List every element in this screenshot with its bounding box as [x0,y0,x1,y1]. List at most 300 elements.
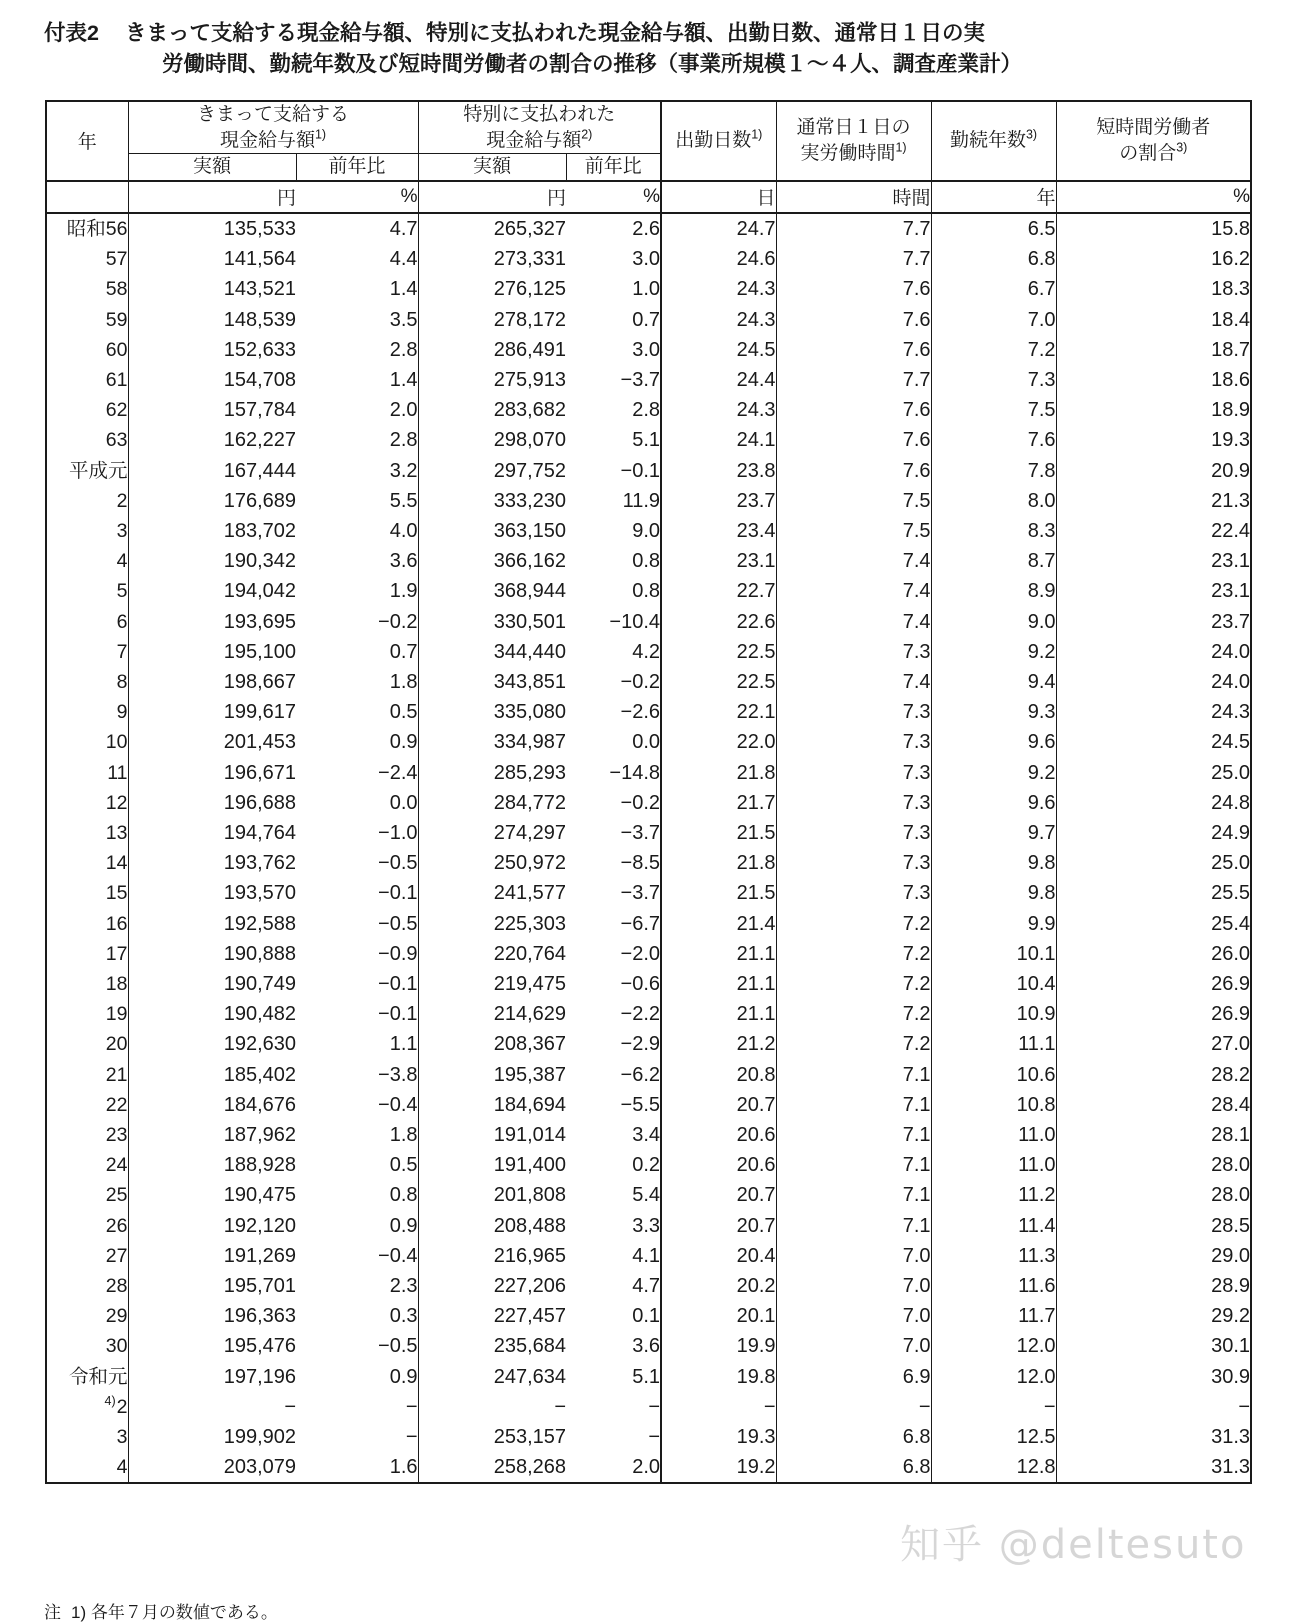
footnote-text: 1) 各年７月の数値である。 [71,1603,278,1622]
cell-years: 10.9 [931,999,1056,1029]
cell-kimatte-amount: 154,708 [223,368,296,391]
header-group-tokubetsu [418,101,661,154]
cell-days: 20.4 [661,1241,776,1271]
cell-part-ratio: 20.9 [1056,456,1251,486]
cell-year: 60 [46,335,128,365]
table-row [46,667,1251,697]
cell-years: 9.2 [931,637,1056,667]
cell-kimatte-pct: 1.9 [296,576,418,606]
cell-days: 22.7 [661,576,776,606]
header-col-part [1056,101,1251,181]
cell-kimatte-amount: 197,196 [223,1365,296,1388]
cell-kimatte-amount: 143,521 [223,278,296,301]
cell-years: 9.9 [931,909,1056,939]
cell-days: 24.5 [661,335,776,365]
cell-days: 24.4 [661,365,776,395]
cell-days: 21.1 [661,999,776,1029]
cell-hours: 7.4 [776,546,931,576]
cell-tokubetsu-amount: 191,014 [493,1124,567,1147]
cell-kimatte-amount: 194,764 [223,821,296,844]
cell-hours: 7.3 [776,848,931,878]
cell-kimatte-amount: 199,902 [223,1426,296,1449]
cell-days: 22.5 [661,637,776,667]
cell-part-ratio: 28.0 [1056,1150,1251,1180]
cell-hours: 7.6 [776,456,931,486]
table-row [46,486,1251,516]
cell-kimatte-pct: −3.8 [296,1060,418,1090]
cell-hours: 7.4 [776,576,931,606]
cell-kimatte-amount: 157,784 [223,399,296,422]
cell-year: 4 [46,546,128,576]
cell-tokubetsu-amount: 366,162 [493,550,567,573]
cell-part-ratio: 18.4 [1056,305,1251,335]
cell-days: 20.7 [661,1211,776,1241]
cell-part-ratio: 26.9 [1056,999,1251,1029]
cell-hours: 7.0 [776,1301,931,1331]
cell-years: 9.2 [931,758,1056,788]
cell-year: 12 [46,788,128,818]
cell-hours: 7.2 [776,939,931,969]
cell-hours: 7.5 [776,486,931,516]
cell-kimatte-pct: 2.8 [296,335,418,365]
cell-tokubetsu-amount: 220,764 [493,942,567,965]
header-row-groups [46,101,1251,154]
cell-part-ratio: 24.0 [1056,667,1251,697]
table-row [46,878,1251,908]
cell-kimatte-pct: 0.9 [296,1211,418,1241]
cell-tokubetsu-pct: −5.5 [566,1090,661,1120]
cell-tokubetsu-amount: 330,501 [493,610,567,633]
cell-kimatte-amount: 190,482 [223,1003,296,1026]
cell-kimatte-amount: 141,564 [223,248,296,271]
table-row [46,758,1251,788]
cell-years: 7.5 [931,395,1056,425]
cell-year: 6 [46,607,128,637]
cell-kimatte-pct: 0.5 [296,1150,418,1180]
cell-part-ratio: 23.7 [1056,607,1251,637]
header-sub-kimatte-jitsugaku: 実額 [128,154,296,181]
cell-kimatte-pct: −0.4 [296,1241,418,1271]
cell-kimatte-pct: 2.0 [296,395,418,425]
table-row [46,969,1251,999]
cell-part-ratio: 24.3 [1056,697,1251,727]
table-row [46,1392,1251,1422]
table-row [46,516,1251,546]
cell-year: 17 [46,939,128,969]
cell-kimatte-amount: 198,667 [223,670,296,693]
cell-tokubetsu-pct: −2.2 [566,999,661,1029]
cell-kimatte-amount: 196,688 [223,791,296,814]
cell-year: 20 [46,1029,128,1059]
cell-tokubetsu-pct: −0.2 [566,788,661,818]
table-row [46,335,1251,365]
cell-part-ratio: 31.3 [1056,1422,1251,1452]
cell-part-ratio: 16.2 [1056,244,1251,274]
cell-tokubetsu-amount: 208,488 [493,1214,567,1237]
cell-tokubetsu-amount: 208,367 [493,1033,567,1056]
cell-tokubetsu-amount: 278,172 [493,308,567,331]
cell-kimatte-amount: 193,762 [223,852,296,875]
cell-tokubetsu-pct: 2.6 [566,213,661,244]
cell-kimatte-pct: 0.3 [296,1301,418,1331]
cell-hours: 7.7 [776,365,931,395]
cell-kimatte-amount: 196,363 [223,1305,296,1328]
cell-years: 11.0 [931,1120,1056,1150]
cell-kimatte-amount: 195,476 [223,1335,296,1358]
cell-year: 11 [46,758,128,788]
header-col-days [661,101,776,181]
cell-year: 21 [46,1060,128,1090]
table-footnote [44,1598,278,1622]
cell-tokubetsu-pct: 0.1 [566,1301,661,1331]
cell-kimatte-pct: 1.8 [296,667,418,697]
cell-tokubetsu-pct: 0.8 [566,576,661,606]
cell-years: 7.3 [931,365,1056,395]
table-row [46,939,1251,969]
cell-kimatte-pct: −1.0 [296,818,418,848]
cell-years: 7.2 [931,335,1056,365]
cell-year: 63 [46,425,128,455]
cell-tokubetsu-amount: 241,577 [493,882,567,905]
cell-tokubetsu-amount: 227,206 [493,1275,567,1298]
cell-hours: 7.5 [776,516,931,546]
cell-tokubetsu-amount: 216,965 [493,1244,567,1267]
cell-kimatte-amount: 194,042 [223,580,296,603]
table-row [46,305,1251,335]
cell-part-ratio: 25.4 [1056,909,1251,939]
cell-part-ratio: 24.8 [1056,788,1251,818]
cell-days: 24.3 [661,274,776,304]
cell-year: 13 [46,818,128,848]
cell-year: 19 [46,999,128,1029]
header-col-days-text: 出勤日数 [675,130,752,152]
cell-kimatte-amount: 190,749 [223,973,296,995]
cell-years: 10.6 [931,1060,1056,1090]
cell-kimatte-amount: 148,539 [223,308,296,331]
cell-years: 11.4 [931,1211,1056,1241]
cell-part-ratio: 28.2 [1056,1060,1251,1090]
cell-hours: 7.4 [776,607,931,637]
cell-tokubetsu-amount: 250,972 [493,852,567,875]
cell-kimatte-amount: 190,475 [223,1184,296,1207]
watermark: 知乎 @deltesuto [900,1522,1247,1568]
cell-tokubetsu-amount: 363,150 [493,519,567,542]
table-row [46,727,1251,757]
table-row [46,274,1251,304]
cell-tokubetsu-pct: 0.2 [566,1150,661,1180]
table-row [46,818,1251,848]
cell-tokubetsu-pct: 3.4 [566,1120,661,1150]
cell-tokubetsu-amount: 344,440 [493,640,567,663]
cell-tokubetsu-pct: −3.7 [566,365,661,395]
cell-kimatte-pct: 0.0 [296,788,418,818]
cell-days: 19.2 [661,1452,776,1483]
cell-part-ratio: 25.5 [1056,878,1251,908]
cell-year: 10 [46,727,128,757]
header-group-tokubetsu-line1: 特別に支払われた [463,104,616,125]
table-row [46,909,1251,939]
cell-years: 6.8 [931,244,1056,274]
cell-tokubetsu-pct: 3.0 [566,335,661,365]
cell-kimatte-pct: 1.4 [296,365,418,395]
cell-tokubetsu-pct: −6.2 [566,1060,661,1090]
cell-tokubetsu-pct: −6.7 [566,909,661,939]
cell-days: 22.1 [661,697,776,727]
cell-days: 22.5 [661,667,776,697]
cell-part-ratio: 22.4 [1056,516,1251,546]
cell-hours: 7.3 [776,758,931,788]
table-row [46,365,1251,395]
cell-years: 6.7 [931,274,1056,304]
cell-part-ratio: 25.0 [1056,848,1251,878]
header-year: 年 [46,101,128,181]
cell-kimatte-amount: 195,100 [223,640,296,663]
cell-years: 9.8 [931,848,1056,878]
cell-tokubetsu-pct: 1.0 [566,274,661,304]
table-row [46,1241,1251,1271]
cell-kimatte-amount: 162,227 [223,429,296,452]
cell-tokubetsu-pct: −0.1 [566,456,661,486]
header-col-hours-line2-text: 実労働時間 [800,142,896,164]
cell-hours: 7.2 [776,969,931,999]
cell-kimatte-pct: 3.6 [296,546,418,576]
cell-year: 61 [46,365,128,395]
header-col-part-line1: 短時間労働者 [1096,117,1211,139]
cell-kimatte-pct: −0.5 [296,848,418,878]
cell-kimatte-amount: 193,695 [223,610,296,633]
cell-days: 19.3 [661,1422,776,1452]
cell-kimatte-pct: 4.0 [296,516,418,546]
cell-part-ratio: 30.1 [1056,1331,1251,1361]
cell-tokubetsu-amount: 191,400 [493,1154,567,1177]
cell-days: 23.7 [661,486,776,516]
header-group-tokubetsu-line2 [419,128,661,154]
cell-kimatte-pct: −0.5 [296,1331,418,1361]
cell-kimatte-pct: −0.2 [296,607,418,637]
cell-years: 7.8 [931,456,1056,486]
cell-year: 平成元 [46,456,128,486]
cell-years: 9.3 [931,697,1056,727]
table-row [46,395,1251,425]
cell-part-ratio: 15.8 [1056,213,1251,244]
cell-years: 12.8 [931,1452,1056,1483]
cell-years: 6.5 [931,213,1056,244]
cell-years: 11.0 [931,1150,1056,1180]
unit-part: % [1056,181,1251,213]
header-col-part-line2 [1057,141,1251,167]
cell-hours: 7.2 [776,999,931,1029]
cell-part-ratio: 30.9 [1056,1362,1251,1392]
table-row [46,1362,1251,1392]
cell-kimatte-pct: 4.7 [296,213,418,244]
unit-tokubetsu-pct: % [566,181,661,213]
cell-part-ratio: 24.9 [1056,818,1251,848]
cell-kimatte-amount: 201,453 [223,731,296,754]
title-text-line-1: きまって支給する現金給与額、特別に支払われた現金給与額、出勤日数、通常日１日の実 [124,21,985,45]
cell-hours: 7.6 [776,425,931,455]
cell-year: 27 [46,1241,128,1271]
table-row [46,607,1251,637]
cell-kimatte-amount: 176,689 [223,489,296,512]
cell-part-ratio: 18.6 [1056,365,1251,395]
cell-part-ratio: 24.5 [1056,727,1251,757]
unit-tokubetsu-amount: 円 [418,181,566,213]
cell-hours: 7.1 [776,1060,931,1090]
cell-hours: − [776,1392,931,1422]
cell-tokubetsu-amount: 225,303 [493,912,567,935]
cell-tokubetsu-pct: −3.7 [566,818,661,848]
cell-tokubetsu-pct: 0.7 [566,305,661,335]
footnote-marker: 1) [314,127,327,142]
cell-hours: 7.7 [776,244,931,274]
cell-years: 11.1 [931,1029,1056,1059]
cell-tokubetsu-amount: 265,327 [493,217,567,240]
cell-years: 9.7 [931,818,1056,848]
cell-year: 30 [46,1331,128,1361]
header-group-kimatte [128,101,418,154]
cell-year: 22 [46,1090,128,1120]
cell-kimatte-pct: 0.5 [296,697,418,727]
cell-tokubetsu-amount: 283,682 [493,399,567,422]
cell-year: 令和元 [46,1362,128,1392]
cell-kimatte-pct: 1.1 [296,1029,418,1059]
cell-hours: 7.3 [776,697,931,727]
footnote-marker: 4) [104,1394,116,1409]
cell-years: 12.0 [931,1331,1056,1361]
cell-hours: 7.0 [776,1271,931,1301]
cell-year: 14 [46,848,128,878]
cell-year: 3 [46,1422,128,1452]
table-row [46,1029,1251,1059]
cell-hours: 6.8 [776,1422,931,1452]
cell-days: 20.6 [661,1150,776,1180]
cell-kimatte-pct: −0.5 [296,909,418,939]
cell-years: 9.4 [931,667,1056,697]
header-col-part-line2-text: の割合 [1119,142,1177,164]
unit-year [46,181,128,213]
cell-years: 9.8 [931,878,1056,908]
table-row [46,1301,1251,1331]
header-group-tokubetsu-line2-text: 現金給与額 [486,129,582,151]
cell-kimatte-pct: −0.1 [296,999,418,1029]
table-row [46,1060,1251,1090]
cell-tokubetsu-pct: 0.0 [566,727,661,757]
cell-part-ratio: 18.9 [1056,395,1251,425]
unit-kimatte-pct: % [296,181,418,213]
cell-kimatte-amount: 196,671 [223,761,296,784]
cell-days: 20.2 [661,1271,776,1301]
footnote-marker: 3) [1025,127,1038,142]
cell-kimatte-pct: 5.5 [296,486,418,516]
cell-tokubetsu-amount: 297,752 [493,459,567,482]
unit-years: 年 [931,181,1056,213]
statistics-table [45,100,1252,1484]
cell-tokubetsu-pct: 9.0 [566,516,661,546]
cell-kimatte-pct: 0.9 [296,727,418,757]
unit-kimatte-amount: 円 [128,181,296,213]
cell-days: 22.6 [661,607,776,637]
cell-tokubetsu-amount: 284,772 [493,791,567,814]
cell-year: 59 [46,305,128,335]
cell-year: 16 [46,909,128,939]
cell-tokubetsu-pct: 0.8 [566,546,661,576]
page-title [0,0,1290,80]
cell-days: 21.8 [661,848,776,878]
cell-part-ratio: 29.2 [1056,1301,1251,1331]
cell-hours: 7.1 [776,1211,931,1241]
cell-kimatte-amount: − [284,1395,296,1418]
cell-hours: 7.6 [776,274,931,304]
cell-kimatte-pct: 1.8 [296,1120,418,1150]
cell-tokubetsu-pct: 3.6 [566,1331,661,1361]
cell-kimatte-pct: 4.4 [296,244,418,274]
cell-days: 23.8 [661,456,776,486]
cell-tokubetsu-amount: 333,230 [493,489,567,512]
table-row [46,697,1251,727]
cell-tokubetsu-amount: 298,070 [493,429,567,452]
cell-year: 23 [46,1120,128,1150]
cell-days: 21.1 [661,969,776,999]
cell-tokubetsu-pct: 3.3 [566,1211,661,1241]
cell-hours: 7.1 [776,1120,931,1150]
cell-part-ratio: 28.9 [1056,1271,1251,1301]
cell-years: 11.3 [931,1241,1056,1271]
cell-days: 21.8 [661,758,776,788]
table-row [46,1422,1251,1452]
title-line-2 [44,49,1250,80]
cell-years: 11.2 [931,1180,1056,1210]
table-row [46,1120,1251,1150]
cell-hours: 7.2 [776,1029,931,1059]
cell-hours: 6.8 [776,1452,931,1483]
cell-days: 20.8 [661,1060,776,1090]
cell-hours: 7.0 [776,1241,931,1271]
table-row [46,1180,1251,1210]
cell-years: − [931,1392,1056,1422]
cell-days: 20.1 [661,1301,776,1331]
cell-days: 19.9 [661,1331,776,1361]
cell-days: 20.7 [661,1180,776,1210]
cell-days: 24.6 [661,244,776,274]
cell-year: 58 [46,274,128,304]
cell-kimatte-pct: 3.5 [296,305,418,335]
statistics-table-container [45,100,1250,1484]
cell-kimatte-pct: 2.3 [296,1271,418,1301]
table-header [46,101,1251,213]
cell-tokubetsu-amount: 195,387 [493,1063,567,1086]
footnote-marker: 1) [895,140,907,155]
cell-hours: 7.0 [776,1331,931,1361]
cell-kimatte-pct: −2.4 [296,758,418,788]
table-row [46,999,1251,1029]
cell-tokubetsu-amount: − [554,1395,567,1418]
cell-days: 19.8 [661,1362,776,1392]
cell-kimatte-pct: −0.4 [296,1090,418,1120]
cell-tokubetsu-amount: 275,913 [493,368,567,391]
cell-tokubetsu-amount: 258,268 [418,1452,566,1483]
cell-part-ratio: 25.0 [1056,758,1251,788]
cell-kimatte-pct: 1.6 [296,1452,418,1483]
cell-year: 24 [46,1150,128,1180]
cell-years: 11.7 [931,1301,1056,1331]
cell-part-ratio: 23.1 [1056,576,1251,606]
cell-part-ratio: 18.7 [1056,335,1251,365]
cell-kimatte-pct: 3.2 [296,456,418,486]
cell-part-ratio: 18.3 [1056,274,1251,304]
cell-years: 7.6 [931,425,1056,455]
header-group-kimatte-line1: きまって支給する [197,104,350,125]
cell-days: 24.1 [661,425,776,455]
